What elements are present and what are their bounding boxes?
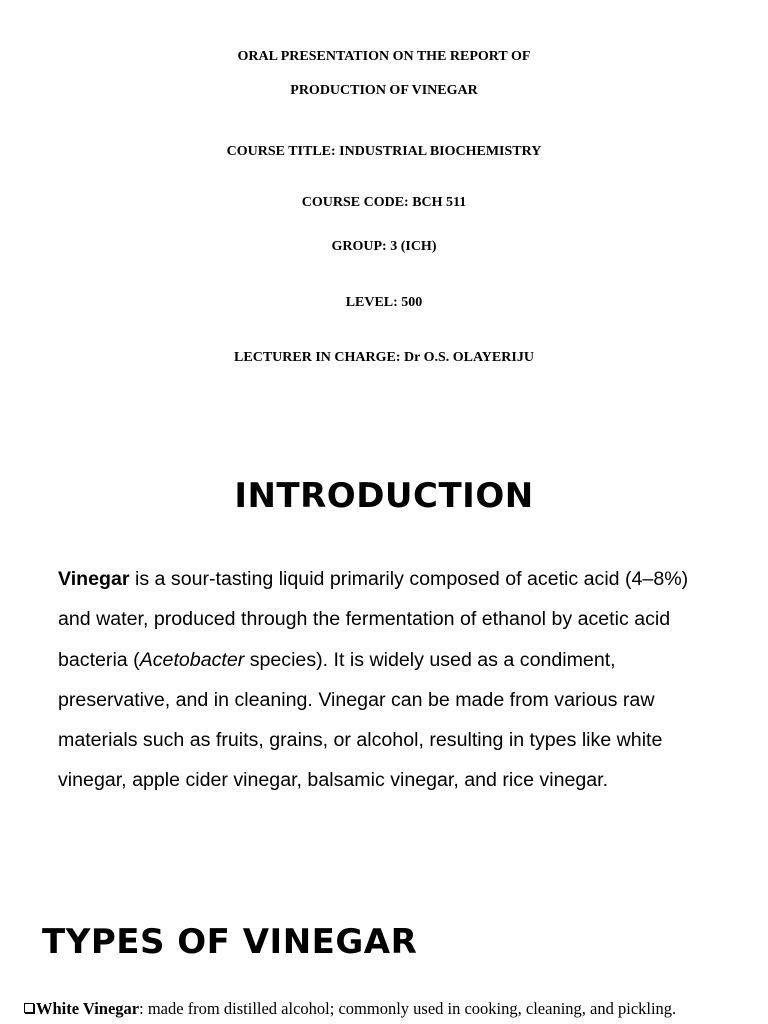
introduction-heading: INTRODUCTION (234, 476, 534, 516)
list-item (24, 998, 768, 1020)
type-description: : made from distilled alcohol; commonly used in cooking, cleaning, and pickling. (139, 999, 677, 1018)
square-bullet-icon (24, 1003, 34, 1013)
acetobacter-term: Acetobacter (139, 648, 245, 671)
cover-title-line-2: PRODUCTION OF VINEGAR (290, 83, 478, 98)
vinegar-term: Vinegar (58, 568, 130, 590)
intro-text-part-2: species). It is widely used as a condiment, preservative, and in cleaning. Vinegar can be made from various raw materials such as fruits, grains, or alcohol, resulting in types like white vinegar, apple cider vinegar, balsamic vinegar, and rice vinegar. (58, 648, 663, 792)
intro-text-part-1: is a sour-tasting liquid primarily composed of acetic acid (4–8%) and water, produced through the fermentation of ethanol by acetic acid bacteria ( (58, 568, 689, 671)
group-label: GROUP: 3 (ICH) (331, 239, 437, 254)
level-label: LEVEL: 500 (345, 295, 423, 310)
introduction-paragraph (58, 559, 718, 801)
lecturer-label: LECTURER IN CHARGE: Dr O.S. OLAYERIJU (234, 350, 534, 365)
course-code: COURSE CODE: BCH 511 (301, 195, 467, 210)
course-title: COURSE TITLE: INDUSTRIAL BIOCHEMISTRY (226, 144, 542, 159)
types-heading: TYPES OF VINEGAR (42, 922, 418, 962)
cover-title-line-1: ORAL PRESENTATION ON THE REPORT OF (237, 49, 531, 64)
type-name: White Vinegar (36, 999, 140, 1018)
